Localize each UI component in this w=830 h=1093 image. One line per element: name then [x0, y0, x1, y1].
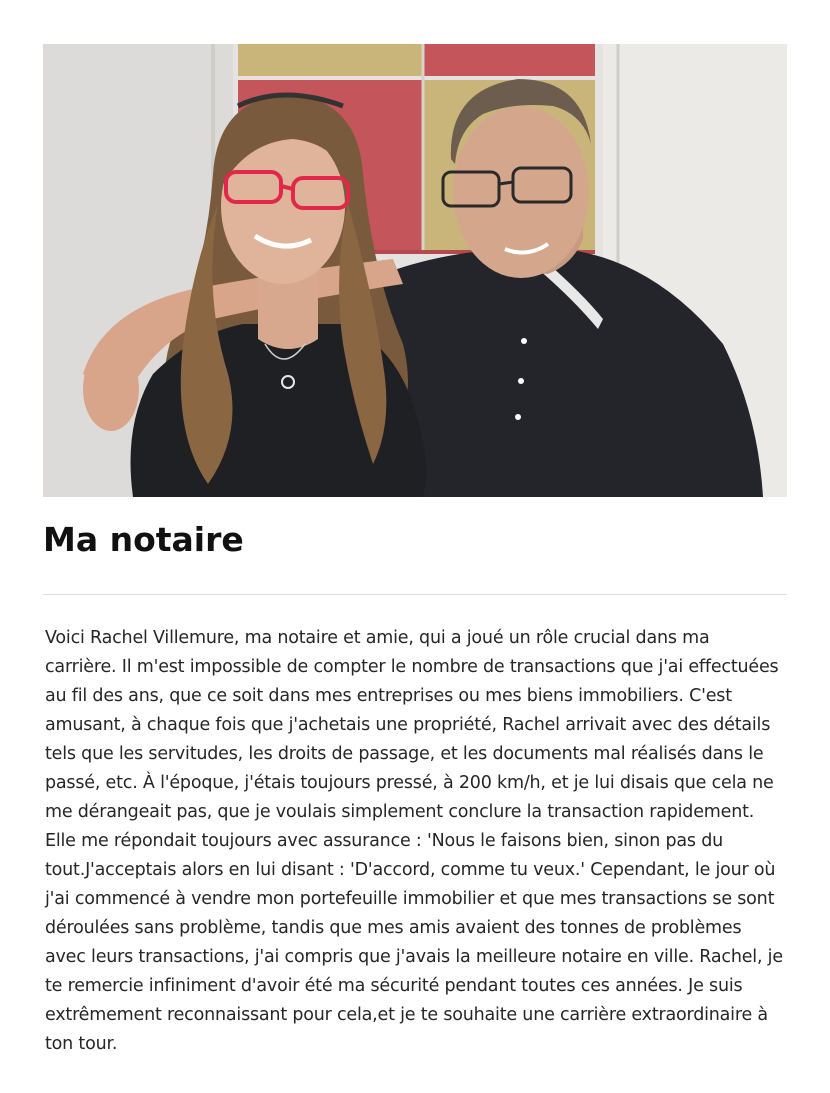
article-body: Voici Rachel Villemure, ma notaire et amie, qui a joué un rôle crucial dans ma carrière. Il m'est impossible de compter le nombre de transactions que j'ai effectuées au fil des ans, que ce soit dans mes entreprises ou mes biens immobiliers. C'est amusant, à chaque fois que j'achetais une propriété, Rachel arrivait avec des détails tels que les servitudes, les droits de passage, et les documents mal réalisés dans le passé, etc. À l'époque, j'étais toujours pressé, à 200 km/h, et je lui disais que cela ne me dérangeait pas, que je voulais simplement conclure la transaction rapidement. Elle me répondait toujours avec assurance : 'Nous le faisons bien, sinon pas du tout.J'acceptais alors en lui disant : 'D'accord, comme tu veux.' Cependant, le jour où j'ai commencé à vendre mon portefeuille immobilier et que mes transactions se sont déroulées sans problème, tandis que mes amis avaient des tonnes de problèmes avec leurs transactions, j'ai compris que j'avais la meilleure notaire en ville. Rachel, je te remercie infiniment d'avoir été ma sécurité pendant toutes ces années. Je suis extrêmement reconnaissant pour cela,et je te souhaite une carrière extraordinaire à ton tour. [45, 628, 783, 1054]
divider [43, 594, 787, 595]
page-title: Ma notaire [43, 520, 244, 559]
portrait-photo [43, 44, 787, 497]
